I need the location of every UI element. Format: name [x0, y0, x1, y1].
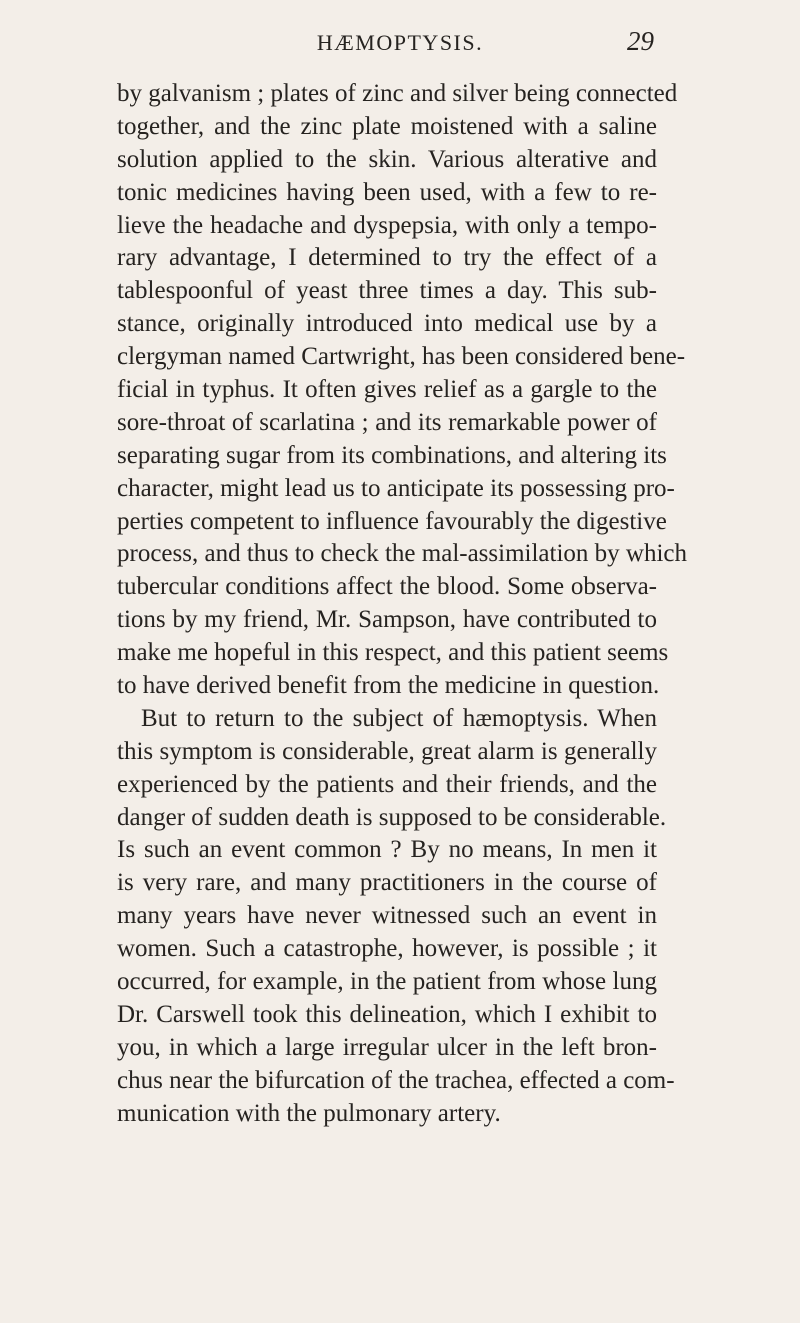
text-line: process, and thus to check the mal-assimilation by which — [117, 540, 688, 568]
text-line: tablespoonful of yeast three times a day. This sub- — [117, 277, 657, 305]
running-title: HÆMOPTYSIS. — [316, 30, 484, 55]
text-line: ficial in typhus. It often gives relief as a gargle to the — [117, 376, 657, 404]
text-line: danger of sudden death is supposed to be considerable. — [117, 803, 667, 831]
text-line: this symptom is considerable, great alarm is generally — [117, 737, 657, 765]
text-line: But to return to the subject of hæmoptysis. When — [141, 704, 657, 732]
text-line: together, and the zinc plate moistened with a saline — [117, 112, 657, 140]
text-line: clergyman named Cartwright, has been considered bene- — [117, 343, 686, 371]
text-line: occurred, for example, in the patient from whose lung — [117, 968, 657, 996]
text-line: character, might lead us to anticipate its possessing pro- — [117, 474, 675, 502]
text-line: Dr. Carswell took this delineation, which I exhibit to — [117, 1000, 657, 1028]
running-head — [0, 26, 800, 70]
text-line: chus near the bifurcation of the trachea, effected a com- — [117, 1066, 675, 1094]
body-text — [117, 78, 688, 1131]
page-number: 29 — [627, 26, 654, 56]
text-line: tions by my friend, Mr. Sampson, have contributed to — [117, 606, 657, 634]
text-line: sore-throat of scarlatina ; and its remarkable power of — [117, 408, 657, 436]
text-line: stance, originally introduced into medical use by a — [117, 310, 657, 338]
text-line: solution applied to the skin. Various alterative and — [117, 145, 657, 173]
text-line: separating sugar from its combinations, and altering its — [117, 441, 667, 469]
text-line: experienced by the patients and their friends, and the — [117, 770, 657, 798]
text-line: make me hopeful in this respect, and this patient seems — [117, 639, 669, 667]
text-line: to have derived benefit from the medicine in question. — [117, 672, 660, 700]
text-line: tonic medicines having been used, with a few to re- — [117, 178, 657, 206]
text-line: you, in which a large irregular ulcer in the left bron- — [117, 1033, 657, 1061]
text-line: Is such an event common ? By no means, In men it — [117, 836, 657, 864]
text-line: women. Such a catastrophe, however, is possible ; it — [117, 935, 657, 963]
text-line: munication with the pulmonary artery. — [117, 1099, 501, 1127]
text-line: many years have never witnessed such an event in — [117, 902, 657, 930]
text-line: is very rare, and many practitioners in the course of — [117, 869, 657, 897]
text-line: by galvanism ; plates of zinc and silver being connected — [117, 80, 678, 107]
text-line: lieve the headache and dyspepsia, with only a tempo- — [117, 211, 657, 239]
text-line: rary advantage, I determined to try the effect of a — [117, 244, 657, 272]
text-line: tubercular conditions affect the blood. Some observa- — [117, 573, 657, 601]
text-line: perties competent to influence favourably the digestive — [117, 507, 667, 535]
